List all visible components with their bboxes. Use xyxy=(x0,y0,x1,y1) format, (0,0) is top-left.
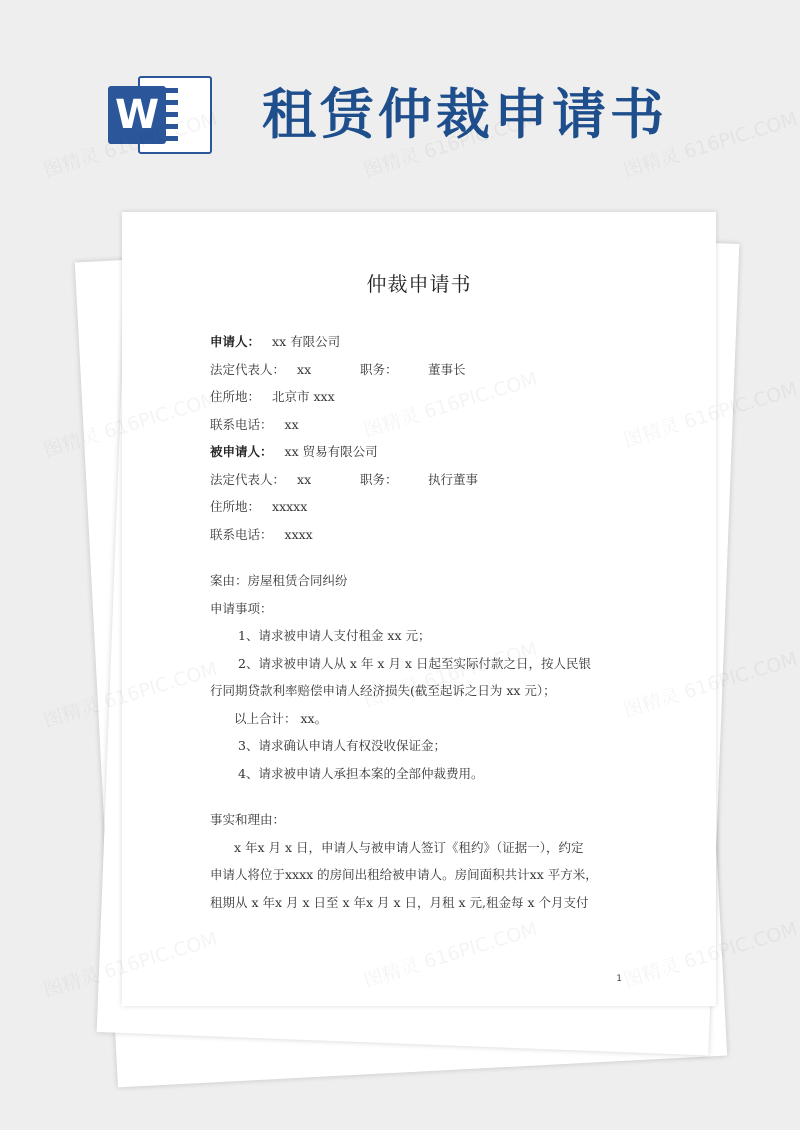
respondent-phone-label: 联系电话： xyxy=(210,526,273,542)
claims-heading: 申请事项： xyxy=(210,600,273,616)
document-page xyxy=(122,212,716,1006)
claim-item: 4、请求被申请人承担本案的全部仲裁费用。 xyxy=(238,765,484,781)
applicant-phone-row xyxy=(210,411,640,439)
respondent-duty-label: 职务： xyxy=(360,471,398,487)
applicant-duty: 董事长 xyxy=(428,361,466,377)
page-number: 1 xyxy=(616,974,622,984)
applicant-phone: xx xyxy=(284,416,299,432)
respondent-label: 被申请人： xyxy=(210,444,273,459)
applicant-row xyxy=(210,328,640,356)
applicant-name: xx 有限公司 xyxy=(272,334,341,349)
claim-item: 2、请求被申请人从 x 年 x 月 x 日起至实际付款之日，按人民银 xyxy=(238,655,591,671)
document-title: 仲裁申请书 xyxy=(366,272,472,296)
respondent-rep: xx xyxy=(297,471,312,487)
facts-paragraph-line: 申请人将位于xxxx 的房间出租给被申请人。房间面积共计xx 平方米， xyxy=(210,867,598,882)
applicant-label: 申请人： xyxy=(210,334,261,349)
claim-item: 3、请求确认申请人有权没收保证金； xyxy=(238,738,446,753)
applicant-rep-row xyxy=(210,356,640,384)
respondent-rep-row xyxy=(210,466,640,494)
claim-subtotal: 以上合计： xx。 xyxy=(234,710,328,726)
word-logo-letter: W xyxy=(108,86,166,144)
applicant-address-row xyxy=(210,383,640,411)
respondent-address-row xyxy=(210,493,640,521)
respondent-address: xxxxx xyxy=(272,499,308,514)
claim-item-continued: 行同期贷款利率赔偿申请人经济损失(截至起诉之日为 xx 元）； xyxy=(210,683,556,698)
word-document-icon xyxy=(108,72,212,158)
applicant-rep-label: 法定代表人： xyxy=(210,361,286,377)
applicant-rep: xx xyxy=(297,361,312,377)
respondent-row xyxy=(210,438,640,466)
applicant-phone-label: 联系电话： xyxy=(210,416,273,432)
applicant-duty-label: 职务： xyxy=(360,361,398,377)
respondent-rep-label: 法定代表人： xyxy=(210,471,286,487)
facts-paragraph-line: x 年x 月 x 日，申请人与被申请人签订《租约》（证据一），约定 xyxy=(234,839,584,855)
respondent-address-label: 住所地： xyxy=(210,499,261,514)
document-body xyxy=(210,328,640,916)
facts-paragraph-line: 租期从 x 年x 月 x 日至 x 年x 月 x 日，月租 x 元,租金每 x 个月支付 xyxy=(210,894,589,910)
banner-title: 租赁仲裁申请书 xyxy=(262,83,668,146)
respondent-phone: xxxx xyxy=(284,526,313,542)
applicant-address-label: 住所地： xyxy=(210,389,261,404)
applicant-address: 北京市 xxx xyxy=(272,389,335,404)
respondent-name: xx 贸易有限公司 xyxy=(284,444,378,459)
header-banner xyxy=(0,0,800,200)
respondent-phone-row xyxy=(210,521,640,549)
claim-item: 1、请求被申请人支付租金 xx 元； xyxy=(238,628,431,643)
respondent-duty: 执行董事 xyxy=(428,471,479,487)
case-cause: 案由：房屋租赁合同纠纷 xyxy=(210,573,348,588)
facts-heading: 事实和理由： xyxy=(210,812,286,827)
